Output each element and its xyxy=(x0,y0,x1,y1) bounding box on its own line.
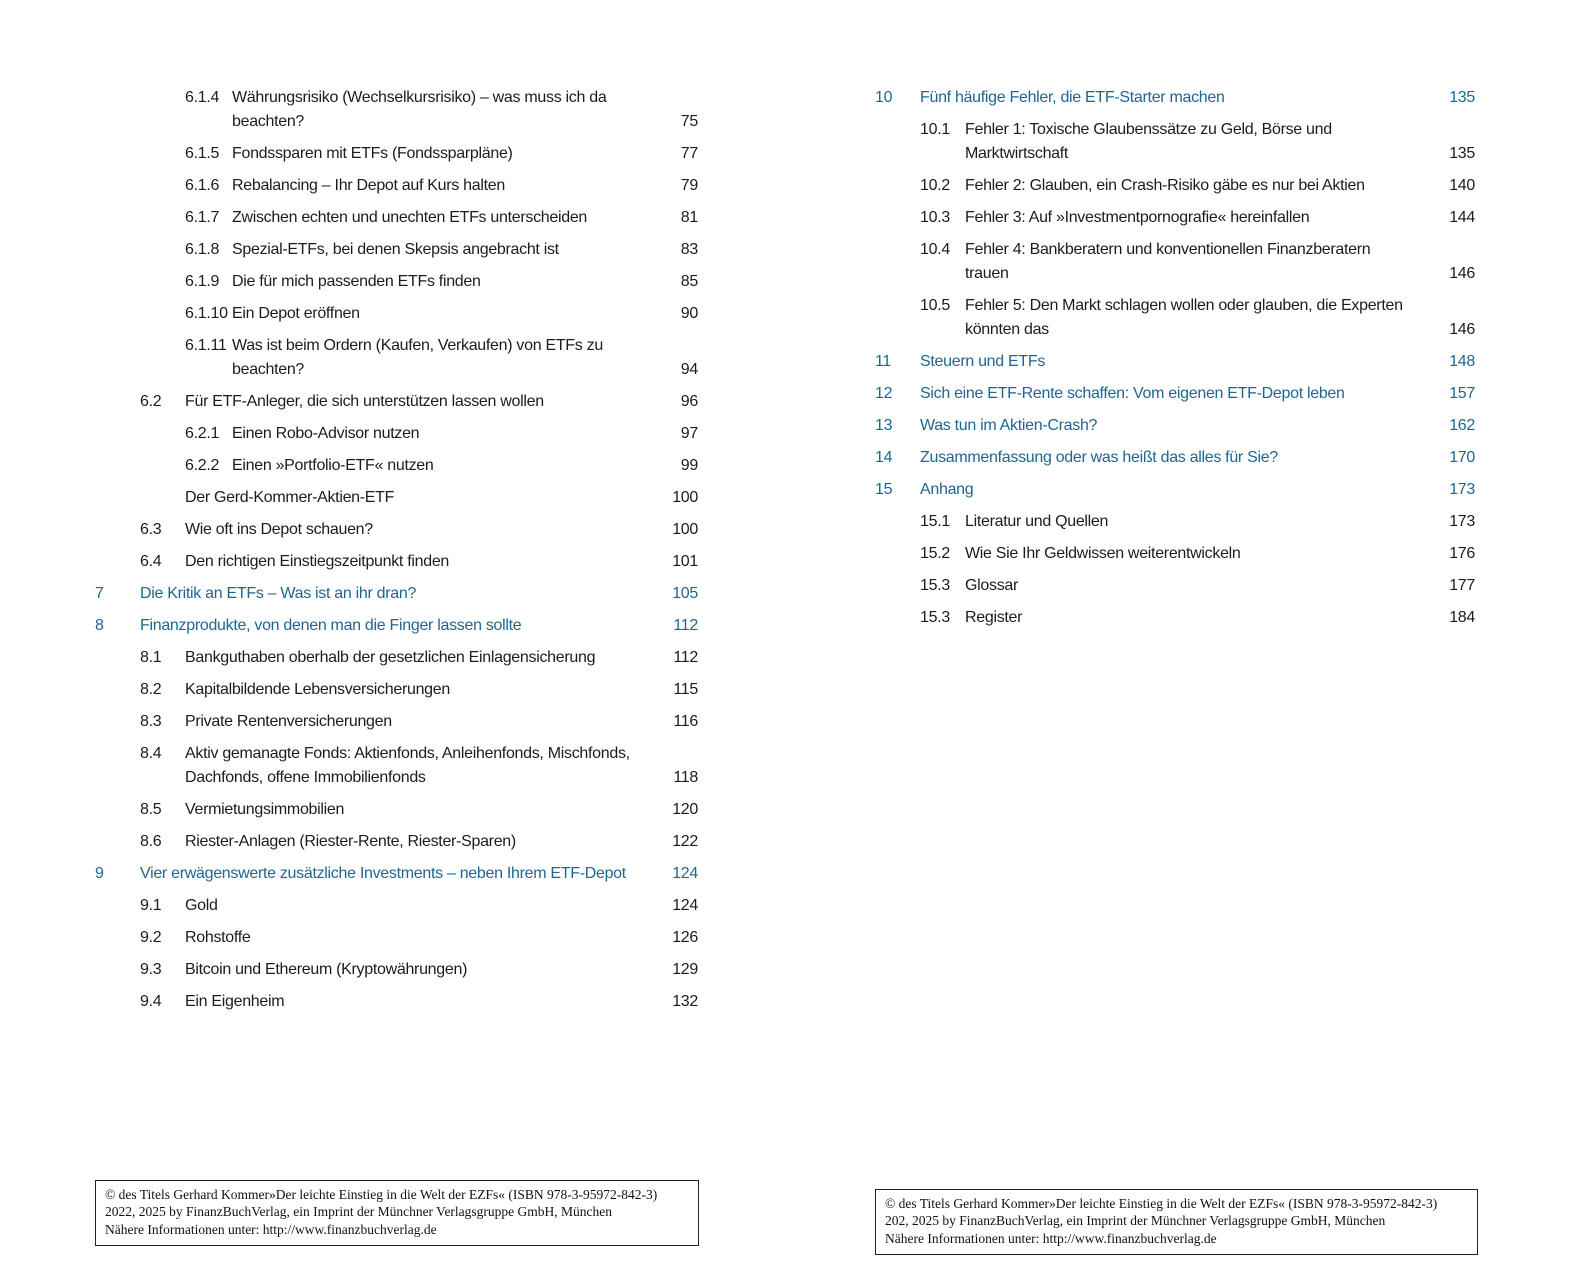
toc-entry-number: 8.5 xyxy=(140,801,162,818)
toc-entry xyxy=(875,350,1475,374)
toc-entry-title-line: Vermietungsimmobilien xyxy=(185,801,345,818)
toc-list xyxy=(95,86,698,1014)
toc-entry-page: 115 xyxy=(673,681,698,698)
toc-entry-number: 8.1 xyxy=(140,649,162,666)
toc-entry-number: 10.5 xyxy=(920,297,950,314)
toc-entry-number: 10.1 xyxy=(920,121,950,138)
toc-entry-number: 14 xyxy=(875,449,893,466)
toc-entry-page: 124 xyxy=(672,897,698,914)
toc-entry-page: 99 xyxy=(680,457,698,474)
toc-entry xyxy=(95,678,698,702)
toc-entry-page: 176 xyxy=(1449,545,1475,562)
toc-entry-title xyxy=(185,742,663,790)
toc-entry-page: 90 xyxy=(680,305,698,322)
toc-entry-title xyxy=(920,414,1439,438)
toc-entry xyxy=(95,334,698,382)
toc-entry-title xyxy=(232,270,671,294)
toc-entry-title xyxy=(140,614,663,638)
toc-entry-page: 162 xyxy=(1449,417,1475,434)
toc-entry xyxy=(95,582,698,606)
copyright-box xyxy=(95,1180,699,1247)
toc-entry-page: 122 xyxy=(672,833,698,850)
toc-entry-title-line: Glossar xyxy=(965,577,1019,594)
toc-entry xyxy=(95,270,698,294)
toc-entry-number: 6.2.1 xyxy=(185,425,220,442)
toc-entry-title-line: Gold xyxy=(185,897,218,914)
toc-entry xyxy=(95,710,698,734)
toc-entry xyxy=(875,606,1475,630)
toc-entry-number: 15.1 xyxy=(920,513,950,530)
toc-entry xyxy=(95,390,698,414)
toc-entry-page: 146 xyxy=(1449,265,1475,282)
toc-entry-title-line: Den richtigen Einstiegszeitpunkt finden xyxy=(185,553,450,570)
toc-entry-title xyxy=(965,238,1439,286)
toc-entry-page: 101 xyxy=(672,553,698,570)
toc-entry-number: 9.4 xyxy=(140,993,162,1010)
book-page-right xyxy=(797,0,1594,1270)
toc-entry-title-line: Die für mich passenden ETFs finden xyxy=(232,273,481,290)
toc-entry xyxy=(95,518,698,542)
toc-entry-number: 11 xyxy=(875,353,892,370)
toc-entry-title xyxy=(232,454,671,478)
toc-entry-title xyxy=(965,606,1439,630)
toc-entry-page: 85 xyxy=(680,273,698,290)
toc-entry-title-line: Riester-Anlagen (Riester-Rente, Riester-Sparen) xyxy=(185,833,516,850)
toc-entry-title xyxy=(232,422,671,446)
toc-entry-page: 83 xyxy=(680,241,698,258)
toc-entry-page: 184 xyxy=(1449,609,1475,626)
toc-entry-title xyxy=(232,142,671,166)
toc-entry-number: 9.3 xyxy=(140,961,162,978)
toc-entry-title-line: Rohstoffe xyxy=(185,929,251,946)
toc-entry xyxy=(875,206,1475,230)
toc-entry-title-line: Anhang xyxy=(920,481,974,498)
toc-entry-title-line: Einen »Portfolio-ETF« nutzen xyxy=(232,457,434,474)
toc-entry-page: 96 xyxy=(680,393,698,410)
toc-entry xyxy=(875,118,1475,166)
toc-entry-page: 75 xyxy=(680,113,698,130)
toc-entry-page: 148 xyxy=(1449,353,1475,370)
toc-entry-title-line: Bankguthaben oberhalb der gesetzlichen Einlagensicherung xyxy=(185,649,596,666)
toc-entry-number: 10.4 xyxy=(920,241,950,258)
toc-entry-title-line: könnten das xyxy=(965,321,1049,338)
toc-entry-title-line: Wie Sie Ihr Geldwissen weiterentwickeln xyxy=(965,545,1241,562)
toc-entry-title xyxy=(232,206,671,230)
toc-entry-page: 81 xyxy=(680,209,698,226)
toc-entry xyxy=(95,894,698,918)
toc-entry-page: 140 xyxy=(1449,177,1475,194)
toc-entry-number: 8.4 xyxy=(140,745,162,762)
toc-entry xyxy=(95,422,698,446)
toc-entry xyxy=(875,414,1475,438)
toc-entry-title-line: trauen xyxy=(965,265,1009,282)
toc-entry-title xyxy=(185,958,662,982)
toc-entry-title xyxy=(920,350,1439,374)
toc-entry-number: 9.2 xyxy=(140,929,162,946)
toc-entry-title-line: Fehler 1: Toxische Glaubenssätze zu Geld, Börse und xyxy=(965,121,1332,138)
toc-entry xyxy=(875,446,1475,470)
toc-entry-page: 124 xyxy=(672,865,698,882)
toc-entry xyxy=(95,142,698,166)
toc-entry-page: 135 xyxy=(1449,145,1475,162)
toc-entry-page: 170 xyxy=(1449,449,1475,466)
toc-entry-title-line: Der Gerd-Kommer-Aktien-ETF xyxy=(185,489,395,506)
toc-entry-page: 77 xyxy=(680,145,698,162)
toc-entry-title xyxy=(920,86,1439,110)
toc-entry-title xyxy=(232,238,671,262)
toc-entry-title xyxy=(965,118,1439,166)
toc-entry-title xyxy=(140,862,662,886)
toc-entry xyxy=(875,86,1475,110)
copyright-line: 2022, 2025 by FinanzBuchVerlag, ein Imprint der Münchner Verlagsgruppe GmbH, München xyxy=(105,1204,613,1219)
toc-entry-title xyxy=(185,678,663,702)
toc-entry xyxy=(95,926,698,950)
toc-entry-title xyxy=(920,446,1439,470)
toc-entry-title xyxy=(920,478,1439,502)
toc-entry xyxy=(95,454,698,478)
toc-entry-page: 157 xyxy=(1449,385,1475,402)
copyright-line: 202, 2025 by FinanzBuchVerlag, ein Imprint der Münchner Verlagsgruppe GmbH, München xyxy=(885,1213,1386,1228)
toc-entry-page: 173 xyxy=(1449,513,1475,530)
toc-entry-number: 10.3 xyxy=(920,209,950,226)
toc-entry-title xyxy=(185,798,662,822)
toc-entry-title-line: beachten? xyxy=(232,361,305,378)
toc-entry-number: 10.2 xyxy=(920,177,950,194)
toc-entry-number: 15.3 xyxy=(920,577,950,594)
toc-entry xyxy=(95,486,698,510)
toc-entry-number: 6.3 xyxy=(140,521,162,538)
toc-entry-title-line: Finanzprodukte, von denen man die Finger lassen sollte xyxy=(140,617,522,634)
toc-entry xyxy=(875,294,1475,342)
toc-entry-page: 100 xyxy=(672,489,698,506)
toc-entry-title-line: Währungsrisiko (Wechselkursrisiko) – was muss ich da xyxy=(232,89,607,106)
toc-entry xyxy=(95,862,698,886)
toc-entry-title xyxy=(140,582,662,606)
toc-entry-title xyxy=(232,302,671,326)
toc-entry-number: 8.6 xyxy=(140,833,162,850)
toc-entry-title-line: Ein Eigenheim xyxy=(185,993,285,1010)
copyright-line: Nähere Informationen unter: http://www.finanzbuchverlag.de xyxy=(885,1230,1217,1246)
toc-entry-title xyxy=(920,382,1439,406)
toc-entry-number: 6.2.2 xyxy=(185,457,220,474)
toc-entry-title-line: Rebalancing – Ihr Depot auf Kurs halten xyxy=(232,177,505,194)
toc-entry xyxy=(95,646,698,670)
copyright-line: © des Titels Gerhard Kommer»Der leichte Einstieg in die Welt der EZFs« (ISBN 978-3-95972-842-3) xyxy=(105,1186,658,1202)
toc-entry-title-line: Wie oft ins Depot schauen? xyxy=(185,521,373,538)
toc-entry-title-line: Fünf häufige Fehler, die ETF-Starter machen xyxy=(920,89,1225,106)
copyright-line: Nähere Informationen unter: http://www.finanzbuchverlag.de xyxy=(105,1221,437,1237)
toc-entry-title-line: Zwischen echten und unechten ETFs unterscheiden xyxy=(232,209,588,226)
toc-entry-page: 177 xyxy=(1449,577,1475,594)
toc-entry-title xyxy=(965,510,1439,534)
toc-entry-number: 6.1.7 xyxy=(185,209,220,226)
toc-entry-title-line: Steuern und ETFs xyxy=(920,353,1046,370)
toc-entry-number: 15.2 xyxy=(920,545,950,562)
toc-entry-number: 13 xyxy=(875,417,893,434)
toc-entry-title-line: Private Rentenversicherungen xyxy=(185,713,392,730)
toc-entry-number: 9.1 xyxy=(140,897,162,914)
toc-entry-page: 135 xyxy=(1449,89,1475,106)
toc-entry-title-line: Die Kritik an ETFs – Was ist an ihr dran? xyxy=(140,585,417,602)
toc-entry-title-line: Bitcoin und Ethereum (Kryptowährungen) xyxy=(185,961,468,978)
toc-entry-page: 144 xyxy=(1449,209,1475,226)
toc-entry-number: 6.1.8 xyxy=(185,241,220,258)
toc-entry xyxy=(95,206,698,230)
toc-list xyxy=(875,86,1475,630)
toc-entry xyxy=(95,614,698,638)
toc-entry-title-line: Für ETF-Anleger, die sich unterstützen lassen wollen xyxy=(185,393,544,410)
toc-entry xyxy=(95,830,698,854)
toc-entry-page: 129 xyxy=(672,961,698,978)
toc-entry xyxy=(875,238,1475,286)
toc-entry-title-line: Fehler 4: Bankberatern und konventionellen Finanzberatern xyxy=(965,241,1371,258)
toc-entry-page: 173 xyxy=(1449,481,1475,498)
toc-entry-title xyxy=(185,390,671,414)
toc-entry-number: 6.1.10 xyxy=(185,305,228,322)
toc-entry-page: 120 xyxy=(672,801,698,818)
toc-entry-title xyxy=(185,550,662,574)
toc-entry-title-line: Fehler 2: Glauben, ein Crash-Risiko gäbe es nur bei Aktien xyxy=(965,177,1365,194)
toc-entry-number: 6.1.11 xyxy=(185,337,227,354)
toc-entry-number: 15 xyxy=(875,481,893,498)
toc-entry-title-line: Fehler 5: Den Markt schlagen wollen oder glauben, die Experten xyxy=(965,297,1403,314)
toc-entry-title-line: Fondssparen mit ETFs (Fondssparpläne) xyxy=(232,145,513,162)
toc-entry xyxy=(875,382,1475,406)
toc-entry xyxy=(875,542,1475,566)
toc-entry-title xyxy=(185,990,662,1014)
toc-entry-title-line: Marktwirtschaft xyxy=(965,145,1069,162)
toc-entry-title-line: Kapitalbildende Lebensversicherungen xyxy=(185,681,450,698)
toc-entry-number: 6.1.6 xyxy=(185,177,220,194)
toc-entry-title xyxy=(965,206,1439,230)
toc-entry xyxy=(95,990,698,1014)
toc-entry-number: 8 xyxy=(95,617,104,634)
toc-entry-title xyxy=(965,542,1439,566)
toc-entry-title-line: Was ist beim Ordern (Kaufen, Verkaufen) von ETFs zu xyxy=(232,337,603,354)
toc-entry-page: 97 xyxy=(680,425,698,442)
toc-entry xyxy=(95,302,698,326)
toc-entry-number: 12 xyxy=(875,385,893,402)
copyright-line: © des Titels Gerhard Kommer»Der leichte Einstieg in die Welt der EZFs« (ISBN 978-3-95972-842-3) xyxy=(885,1195,1438,1211)
toc-entry-title-line: Ein Depot eröffnen xyxy=(232,305,360,322)
toc-entry xyxy=(95,174,698,198)
toc-entry-page: 118 xyxy=(673,769,698,786)
toc-entry-number: 8.2 xyxy=(140,681,162,698)
toc-entry-number: 6.2 xyxy=(140,393,162,410)
toc-entry-title xyxy=(232,174,671,198)
toc-entry-title-line: Aktiv gemanagte Fonds: Aktienfonds, Anleihenfonds, Mischfonds, xyxy=(185,745,630,762)
toc-entry-number: 6.4 xyxy=(140,553,162,570)
toc-entry-page: 112 xyxy=(673,649,698,666)
toc-entry-title-line: Dachfonds, offene Immobilienfonds xyxy=(185,769,426,786)
toc-entry xyxy=(875,478,1475,502)
toc-entry-title-line: Zusammenfassung oder was heißt das alles für Sie? xyxy=(920,449,1278,466)
toc-entry-page: 112 xyxy=(673,617,698,634)
toc-entry-page: 94 xyxy=(680,361,698,378)
toc-entry-title xyxy=(965,294,1439,342)
toc-entry xyxy=(95,86,698,134)
toc-entry-title xyxy=(185,486,662,510)
toc-entry-number: 6.1.9 xyxy=(185,273,220,290)
toc-entry-title xyxy=(185,646,663,670)
toc-entry xyxy=(95,742,698,790)
toc-entry-title xyxy=(965,174,1439,198)
toc-entry-page: 146 xyxy=(1449,321,1475,338)
toc-entry-title-line: Fehler 3: Auf »Investmentpornografie« hereinfallen xyxy=(965,209,1310,226)
toc-entry-page: 79 xyxy=(680,177,698,194)
toc-entry-page: 105 xyxy=(672,585,698,602)
toc-entry-title xyxy=(965,574,1439,598)
toc-entry-title-line: Spezial-ETFs, bei denen Skepsis angebracht ist xyxy=(232,241,559,258)
toc-entry-title-line: Literatur und Quellen xyxy=(965,513,1109,530)
toc-entry-number: 10 xyxy=(875,89,893,106)
toc-entry xyxy=(95,550,698,574)
toc-entry-title-line: Einen Robo-Advisor nutzen xyxy=(232,425,420,442)
toc-entry-title-line: Was tun im Aktien-Crash? xyxy=(920,417,1098,434)
toc-entry-page: 116 xyxy=(673,713,698,730)
toc-entry-title xyxy=(232,86,671,134)
toc-entry-number: 8.3 xyxy=(140,713,162,730)
toc-entry xyxy=(875,174,1475,198)
toc-entry-page: 126 xyxy=(672,929,698,946)
toc-entry-number: 7 xyxy=(95,585,104,602)
toc-entry xyxy=(95,958,698,982)
toc-entry xyxy=(875,574,1475,598)
toc-entry-number: 6.1.4 xyxy=(185,89,220,106)
toc-entry-title-line: Register xyxy=(965,609,1023,626)
toc-entry-title-line: Sich eine ETF-Rente schaffen: Vom eigenen ETF-Depot leben xyxy=(920,385,1345,402)
toc-entry-title xyxy=(185,926,662,950)
toc-entry-title xyxy=(185,518,662,542)
toc-entry-title-line: beachten? xyxy=(232,113,305,130)
toc-entry xyxy=(95,798,698,822)
toc-entry-title xyxy=(232,334,671,382)
toc-entry-page: 100 xyxy=(672,521,698,538)
toc-entry-number: 15.3 xyxy=(920,609,950,626)
toc-entry-title xyxy=(185,710,663,734)
toc-entry-number: 6.1.5 xyxy=(185,145,220,162)
copyright-box xyxy=(875,1189,1478,1256)
toc-entry-number: 9 xyxy=(95,865,104,882)
toc-entry xyxy=(875,510,1475,534)
toc-entry-page: 132 xyxy=(672,993,698,1010)
toc-entry-title xyxy=(185,830,662,854)
toc-entry-title-line: Vier erwägenswerte zusätzliche Investments – neben Ihrem ETF-Depot xyxy=(140,865,626,882)
toc-entry xyxy=(95,238,698,262)
toc-entry-title xyxy=(185,894,662,918)
